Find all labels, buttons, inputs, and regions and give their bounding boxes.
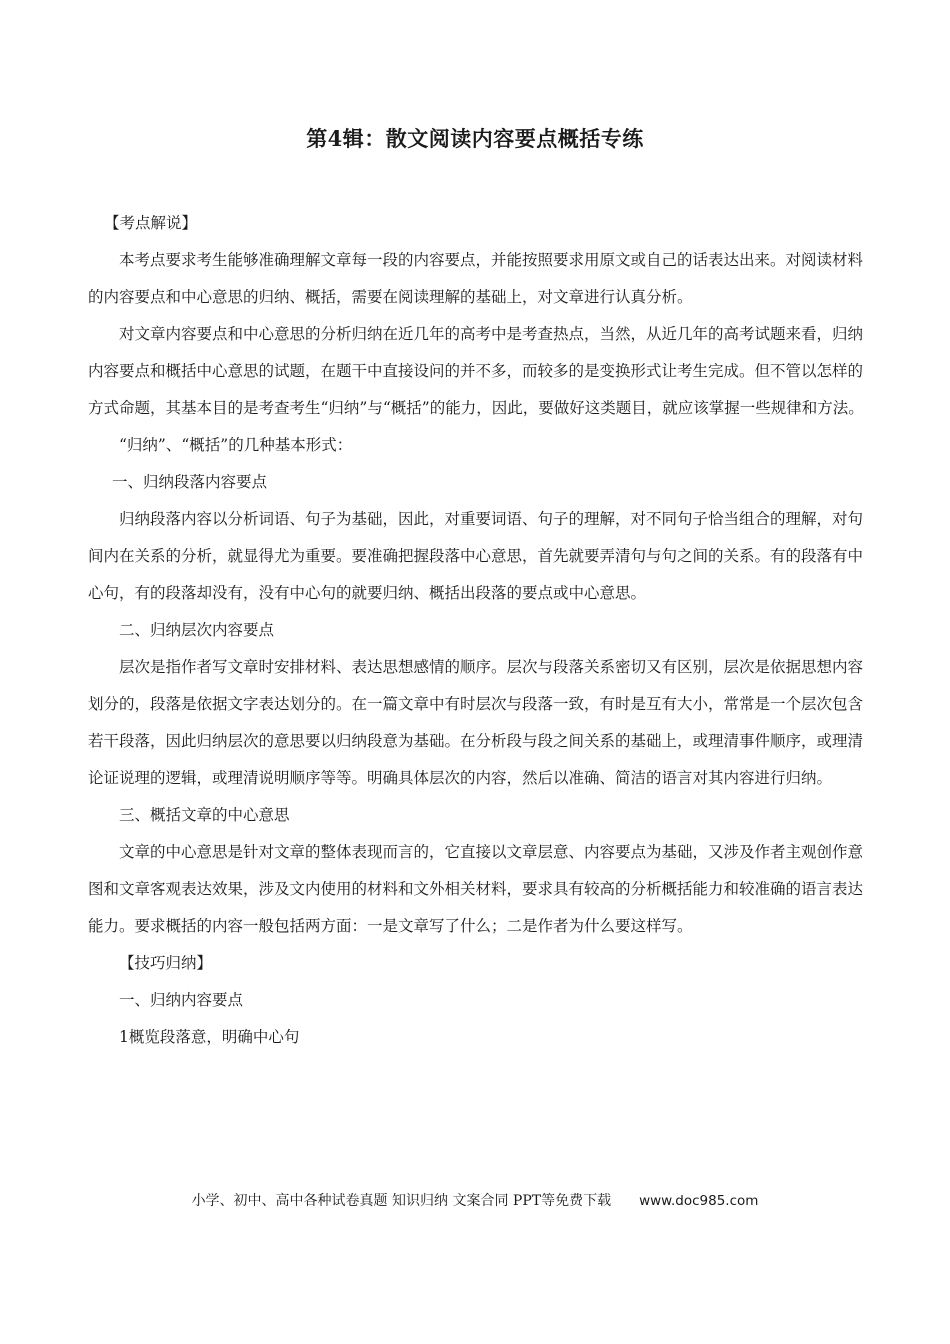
subheading: 一、归纳段落内容要点: [112, 473, 268, 491]
page-footer: [0, 1190, 950, 1210]
paragraph: 文章的中心意思是针对文章的整体表现而言的，它直接以文章层意、内容要点为基础，又涉及作者主观创作意图和文章客观表达效果，涉及文内使用的材料和文外相关材料，要求具有较高的分析概括能力和较准确的语言表达能力。要求概括的内容一般包括两方面：一是文章写了什么；二是作者为什么要这样写。: [88, 843, 864, 935]
page-title: 第4辑：散文阅读内容要点概括专练: [306, 126, 644, 151]
paragraph: 层次是指作者写文章时安排材料、表达思想感情的顺序。层次与段落关系密切又有区别，层次是依据思想内容划分的，段落是依据文字表达划分的。在一篇文章中有时层次与段落一致，有时是互有大小，常常是一个层次包含若干段落，因此归纳层次的意思要以归纳段意为基础。在分析段与段之间关系的基础上，或理清事件顺序，或理清论证说理的逻辑，或理清说明顺序等等。明确具体层次的内容，然后以准确、简洁的语言对其内容进行归纳。: [88, 658, 864, 787]
paragraph: 对文章内容要点和中心意思的分析归纳在近几年的高考中是考查热点，当然，从近几年的高考试题来看，归纳内容要点和概括中心意思的试题，在题干中直接设问的并不多，而较多的是变换形式让考生完成。但不管以怎样的方式命题，其基本目的是考查考生“归纳”与“概括”的能力，因此，要做好这类题目，就应该掌握一些规律和方法。: [88, 325, 864, 417]
paragraph: 归纳段落内容以分析词语、句子为基础，因此，对重要词语、句子的理解，对不同句子恰当组合的理解，对句间内在关系的分析，就显得尤为重要。要准确把握段落中心意思，首先就要弄清句与句之间的关系。有的段落有中心句，有的段落却没有，没有中心句的就要归纳、概括出段落的要点或中心意思。: [88, 510, 864, 602]
footer-text: 小学、初中、高中各种试卷真题 知识归纳 文案合同 PPT等免费下载: [191, 1193, 612, 1209]
subheading: 三、概括文章的中心意思: [119, 806, 290, 824]
paragraph: “归纳”、“概括”的几种基本形式：: [119, 436, 353, 454]
section-heading-jiqiao: 【技巧归纳】: [119, 954, 213, 972]
subheading: 二、归纳层次内容要点: [119, 621, 275, 639]
document-body: [88, 205, 870, 1056]
subheading: 一、归纳内容要点: [119, 991, 244, 1009]
section-heading-kaodian: 【考点解说】: [104, 214, 198, 232]
footer-site-link[interactable]: www.doc985.com: [639, 1193, 759, 1209]
paragraph: 本考点要求考生能够准确理解文章每一段的内容要点，并能按照要求用原文或自己的话表达出来。对阅读材料的内容要点和中心意思的归纳、概括，需要在阅读理解的基础上，对文章进行认真分析。: [88, 251, 864, 306]
subheading: 1概览段落意，明确中心句: [119, 1028, 300, 1046]
